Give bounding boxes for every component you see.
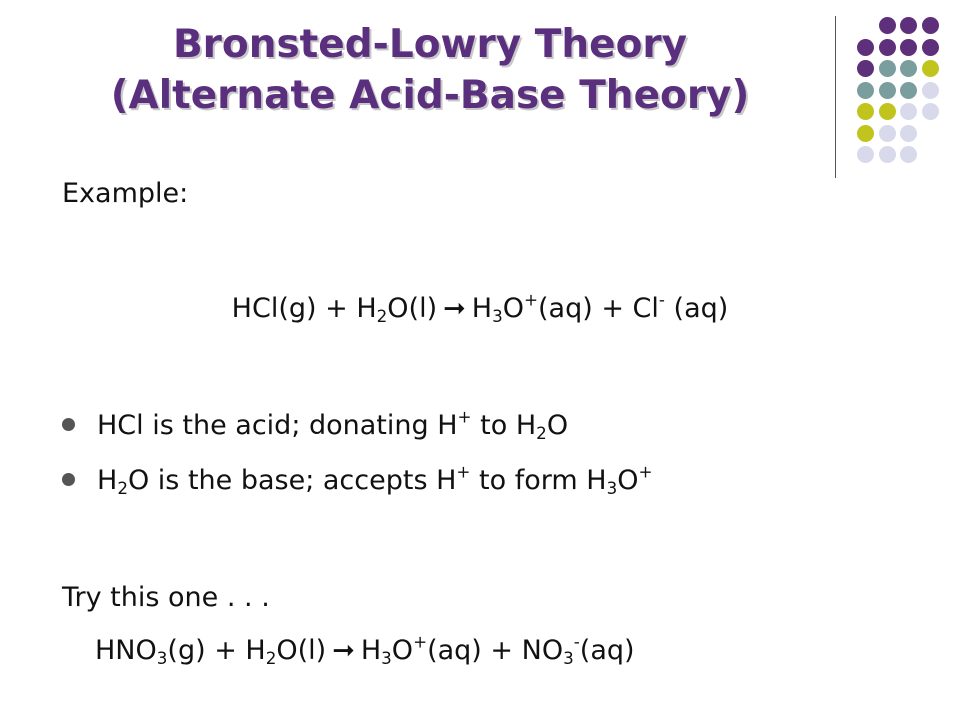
decorative-dot [879,146,896,163]
decorative-dot [857,125,874,142]
title-divider [835,16,836,178]
decorative-dot [900,17,917,34]
decorative-dot [857,39,874,56]
decorative-dot [900,146,917,163]
decorative-dot [900,60,917,77]
decorative-dot [922,82,939,99]
round-bullet-icon [62,473,75,486]
decorative-dot [857,82,874,99]
decorative-dot [857,103,874,120]
round-bullet-icon [62,418,75,431]
title-line-2: (Alternate Acid-Base Theory) [110,72,750,118]
decorative-dot [922,103,939,120]
bullet-item-acid: HCl is the acid; donating H+ to $H_2O$ [62,410,568,442]
decorative-dot [922,60,939,77]
equation-2: $HNO_3(g) + H_2O(l)$ ➞ $H_3O^+(aq) + NO_3^-(aq)$ [95,631,635,669]
right-arrow-icon: ➞ [332,635,355,666]
example-label: Example: [62,178,189,209]
decorative-dot [879,103,896,120]
decorative-dot [922,39,939,56]
try-label: Try this one . . . [62,582,270,613]
decorative-dot [879,82,896,99]
decorative-dot [857,146,874,163]
decorative-dot [857,60,874,77]
decorative-dot [900,125,917,142]
decorative-dot [879,39,896,56]
bullet-item-base: $H_2O$ is the base; accepts H+ to form $H_3O^+$ [62,465,653,497]
decorative-dot [879,17,896,34]
decorative-dot [922,17,939,34]
decorative-dot [900,39,917,56]
decorative-dot [900,103,917,120]
decorative-dot [879,60,896,77]
decorative-dot [879,125,896,142]
slide-title [40,20,820,121]
right-arrow-icon: ➞ [443,293,466,324]
title-line-1: Bronsted-Lowry Theory [172,22,688,67]
equation-1: $HCl(g) + H_2O(l)$ ➞ $H_3O^+(aq) + Cl^-$ (aq) [231,289,729,327]
decorative-dot [900,82,917,99]
